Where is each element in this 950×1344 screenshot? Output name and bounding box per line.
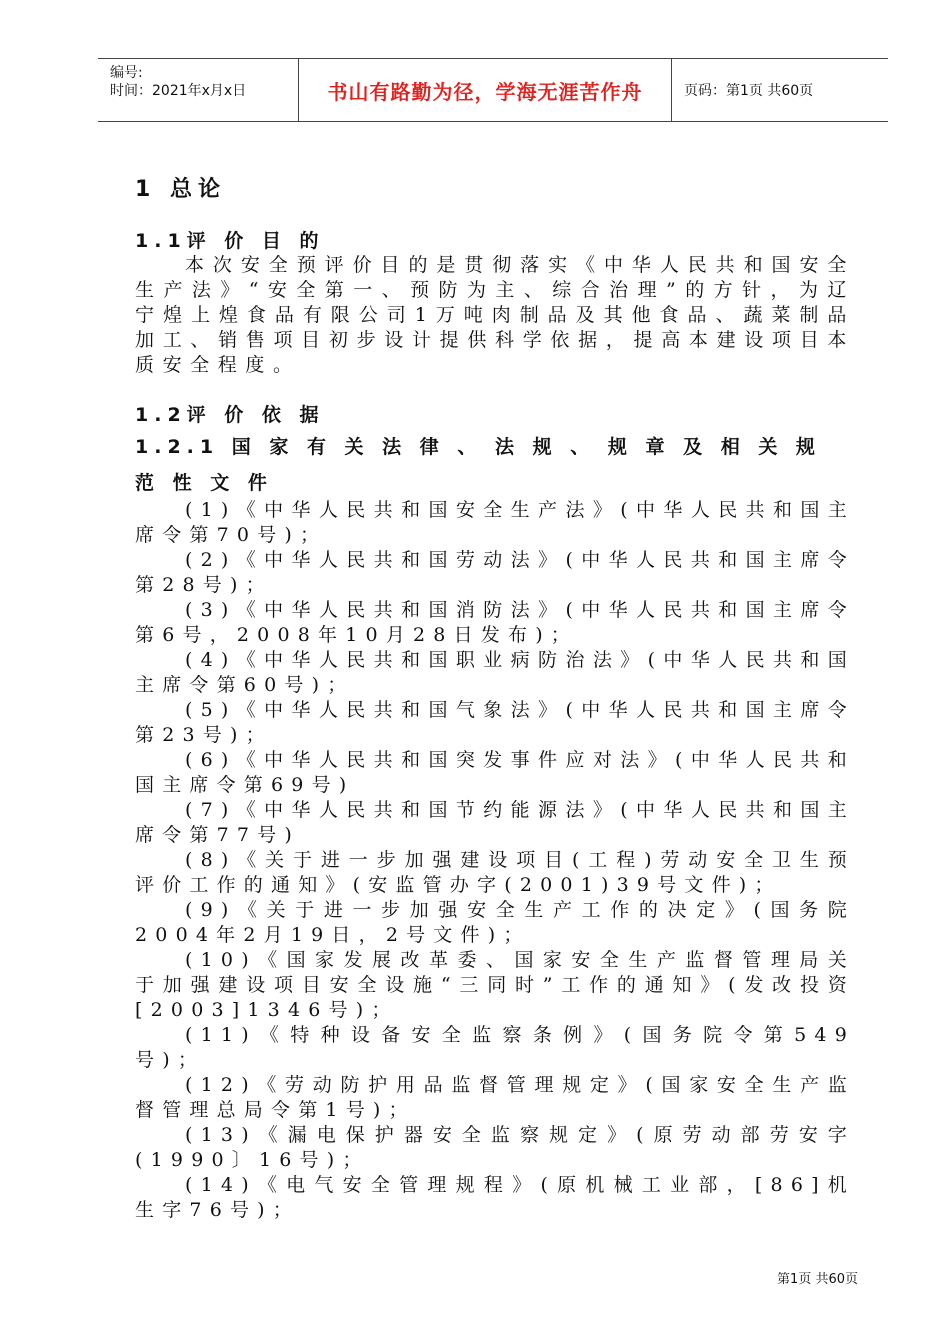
reference-item-1: (1)《中华人民共和国安全生产法》(中华人民共和国主席令第70号)；: [135, 499, 855, 546]
header-left-cell: [98, 59, 299, 121]
number-label: 编号:: [110, 65, 143, 81]
reference-item-4: (4)《中华人民共和国职业病防治法》(中华人民共和国主席令第60号)；: [135, 649, 855, 696]
motto-text: 书山有路勤为径，学海无涯苦作舟: [327, 79, 643, 104]
reference-item-14: (14)《电气安全管理规程》(原机械工业部，[86]机生字76号)；: [135, 1174, 855, 1221]
section-1-1-title: 1.1评 价 目 的: [135, 230, 325, 252]
header-table: [98, 58, 888, 122]
reference-item-10: (10)《国家发展改革委、国家安全生产监督管理局关于加强建设项目安全设施“三同时”工作的通知》(发改投资[2003]1346号)；: [135, 949, 855, 1021]
section-1-1-body: 本次安全预评价目的是贯彻落实《中华人民共和国安全生产法》“安全第一、预防为主、综合治理”的方针，为辽宁煌上煌食品有限公司1万吨肉制品及其他食品、蔬菜制品加工、销售项目初步设计提供科学依据，提高本建设项目本质安全程度。: [135, 254, 855, 376]
reference-item-3: (3)《中华人民共和国消防法》(中华人民共和国主席令第6号，2008年10月28日发布)；: [135, 599, 855, 646]
time-label: 时间：2021年x月x日: [110, 83, 247, 99]
section-1-2-1-title: 1.2.1 国 家 有 关 法 律 、 法 规 、 规 章 及 相 关 规 范 性 文 件: [135, 436, 821, 494]
section-1-2: [135, 400, 855, 501]
section-1-1: [135, 226, 855, 378]
reference-list: [135, 498, 855, 1223]
reference-item-7: (7)《中华人民共和国节约能源法》(中华人民共和国主席令第77号): [135, 799, 855, 846]
reference-item-9: (9)《关于进一步加强安全生产工作的决定》(国务院2004年2月19日，2号文件)；: [135, 899, 855, 946]
reference-item-6: (6)《中华人民共和国突发事件应对法》(中华人民共和国主席令第69号): [135, 749, 855, 796]
section-1-2-title: 1.2评 价 依 据: [135, 404, 325, 426]
reference-item-5: (5)《中华人民共和国气象法》(中华人民共和国主席令 第23号)；: [135, 699, 855, 746]
reference-item-13: (13)《漏电保护器安全监察规定》(原劳动部劳安字(1990〕16号)；: [135, 1124, 855, 1171]
chapter-title: 1 总论: [135, 177, 226, 202]
header-motto-cell: [299, 59, 672, 121]
page-info: 页码：第1页 共60页: [684, 83, 814, 99]
reference-item-2: (2)《中华人民共和国劳动法》(中华人民共和国主席令第28号)；: [135, 549, 855, 596]
reference-item-11: (11)《特种设备安全监察条例》(国务院令第549号)；: [135, 1024, 855, 1071]
footer-page-number: 第1页 共60页: [777, 1272, 858, 1287]
reference-item-12: (12)《劳动防护用品监督管理规定》(国家安全生产监督管理总局令第1号)；: [135, 1074, 855, 1121]
reference-item-8: (8)《关于进一步加强建设项目(工程)劳动安全卫生预评价工作的通知》(安监管办字(2001)39号文件)；: [135, 849, 855, 896]
header-page-cell: [672, 59, 888, 121]
